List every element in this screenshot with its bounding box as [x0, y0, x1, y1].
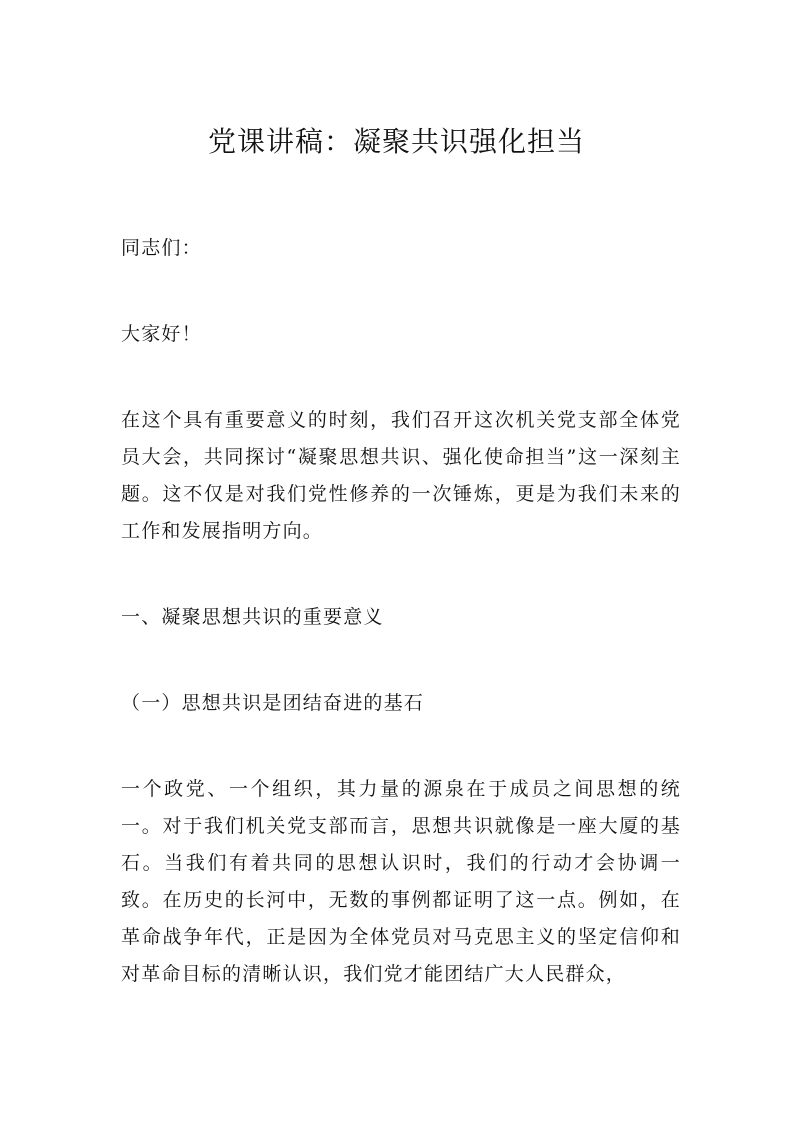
document-body	[121, 230, 681, 993]
section-heading: 一、凝聚思想共识的重要意义	[121, 606, 384, 628]
greeting: 大家好！	[121, 323, 202, 345]
salutation: 同志们：	[121, 237, 202, 259]
subsection-heading: （一）思想共识是团结奋进的基石	[121, 692, 425, 714]
intro-paragraph: 在这个具有重要意义的时刻，我们召开这次机关党支部全体党员大会，共同探讨“凝聚思想共识、强化使命担当”这一深刻主题。这不仅是对我们党性修养的一次锤炼，更是为我们未来的工作和发展指明方向。	[121, 409, 681, 542]
body-paragraph: 一个政党、一个组织，其力量的源泉在于成员之间思想的统一。对于我们机关党支部而言，思想共识就像是一座大厦的基石。当我们有着共同的思想认识时，我们的行动才会协调一致。在历史的长河中，无数的事例都证明了这一点。例如，在革命战争年代，正是因为全体党员对马克思主义的坚定信仰和对革命目标的清晰认识，我们党才能团结广大人民群众，	[121, 778, 681, 985]
document-title: 党课讲稿：凝聚共识强化担当	[207, 125, 585, 158]
